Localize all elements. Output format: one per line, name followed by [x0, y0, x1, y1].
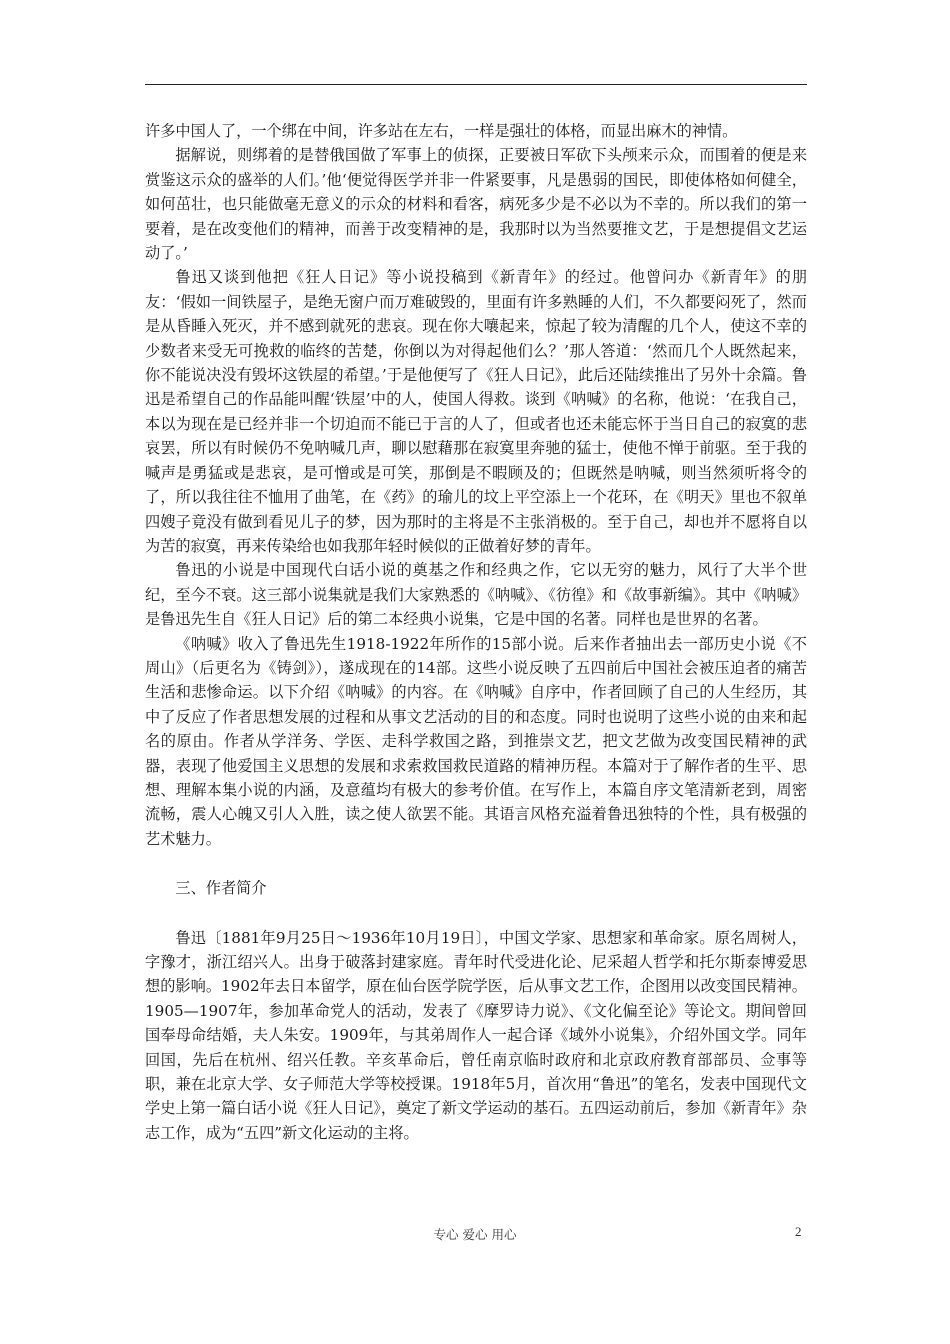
- page-number: 2: [795, 1224, 802, 1239]
- paragraph-iron-house: 鲁迅又谈到他把《狂人日记》等小说投稿到《新青年》的经过。他曾问办《新青年》的朋友：‘假如一间铁屋子，是绝无窗户而万难破毁的，里面有许多熟睡的人们，不久都要闷死了，然而是从昏睡入死灭，并不感到就死的悲哀。现在你大嚷起来，惊起了较为清醒的几个人，使这不幸的少数者来受无可挽救的临终的苦楚，你倒以为对得起他们么？’那人答道：‘然而几个人既然起来，你不能说决没有毁坏这铁屋的希望。’于是他便写了《狂人日记》，此后还陆续推出了另外十余篇。鲁迅是希望自己的作品能叫醒‘铁屋’中的人，使国人得救。谈到《呐喊》的名称，他说：‘在我自己，本以为现在是已经并非一个切迫而不能已于言的人了，但或者也还未能忘怀于当日自己的寂寞的悲哀罢，所以有时候仍不免呐喊几声，聊以慰藉那在寂寞里奔驰的猛士，使他不惮于前驱。至于我的喊声是勇猛或是悲哀，是可憎或是可笑，那倒是不暇顾及的；但既然是呐喊，则当然须听将令的了，所以我往往不恤用了曲笔，在《药》的瑜儿的坟上平空添上一个花环，在《明天》里也不叙单四嫂子竟没有做到看见儿子的梦，因为那时的主将是不主张消极的。至于自己，却也并不愿将自以为苦的寂寞，再来传染给也如我那年轻时候似的正做着好梦的青年。: [145, 268, 807, 555]
- page-body: [145, 119, 807, 1145]
- spacer: [145, 851, 807, 863]
- section-title: 三、作者简介: [175, 879, 267, 898]
- header-rule: [145, 84, 807, 85]
- footer-motto: 专心 爱心 用心: [433, 1227, 517, 1242]
- paragraph-author-bio: 鲁迅〔1881年9月25日～1936年10月19日〕，中国文学家、思想家和革命家。原名周树人，字豫才，浙江绍兴人。出身于破落封建家庭。青年时代受进化论、尼采超人哲学和托尔斯泰博爱思想的影响。1902年去日本留学，原在仙台医学院学医，后从事文艺工作，企图用以改变国民精神。1905—1907年，参加革命党人的活动，发表了《摩罗诗力说》、《文化偏至论》等论文。期间曾回国奉母命结婚，夫人朱安。1909年，与其弟周作人一起合译《域外小说集》，介绍外国文学。同年回国，先后在杭州、绍兴任教。辛亥革命后，曾任南京临时政府和北京政府教育部部员、佥事等职，兼在北京大学、女子师范大学等校授课。1918年5月，首次用“鲁迅”的笔名，发表中国现代文学史上第一篇白话小说《狂人日记》，奠定了新文学运动的基石。五四运动前后，参加《新青年》杂志工作，成为“五四”新文化运动的主将。: [145, 928, 807, 1142]
- spacer: [145, 914, 807, 926]
- paragraph-nahan-contents: 《呐喊》收入了鲁迅先生1918-1922年所作的15部小说。后来作者抽出去一部历史小说《不周山》（后更名为《铸剑》），遂成现在的14部。这些小说反映了五四前后中国社会被压迫者的痛苦生活和悲惨命运。以下介绍《呐喊》的内容。在《呐喊》自序中，作者回顾了自己的人生经历，其中了反应了作者思想发展的过程和从事文艺活动的目的和态度。同时也说明了这些小说的由来和起名的原由。作者从学洋务、学医、走科学救国之路，到推崇文艺，把文艺做为改变国民精神的武器，表现了他爱国主义思想的发展和求索救国救民道路的精神历程。本篇对于了解作者的生平、思想、理解本集小说的内涵，及意蕴均有极大的参考价值。在写作上，本篇自序文笔清新老到，周密流畅，震人心魄又引人入胜，读之使人欲罢不能。其语言风格充溢着鲁迅独特的个性，具有极强的艺术魅力。: [145, 634, 807, 848]
- paragraph-execution-explanation: 据解说，则绑着的是替俄国做了军事上的侦探，正要被日军砍下头颅来示众，而围着的便是来赏鉴这示众的盛举的人们。’他‘便觉得医学并非一件紧要事，凡是愚弱的国民，即使体格如何健全，如何茁壮，也只能做毫无意义的示众的材料和看客，病死多少是不必以为不幸的。所以我们的第一要着，是在改变他们的精神，而善于改变精神的是，我那时以为当然要推文艺，于是想提倡文艺运动了。’: [145, 146, 807, 263]
- paragraph-novel-significance: 鲁迅的小说是中国现代白话小说的奠基之作和经典之作，它以无穷的魅力，风行了大半个世纪，至今不衰。这三部小说集就是我们大家熟悉的《呐喊》、《彷徨》和《故事新编》。其中《呐喊》是鲁迅先生自《狂人日记》后的第二本经典小说集，它是中国的名著。同样也是世界的名著。: [145, 561, 807, 629]
- continued-paragraph: 许多中国人了，一个绑在中间，许多站在左右，一样是强壮的体格，而显出麻木的神情。: [145, 122, 738, 140]
